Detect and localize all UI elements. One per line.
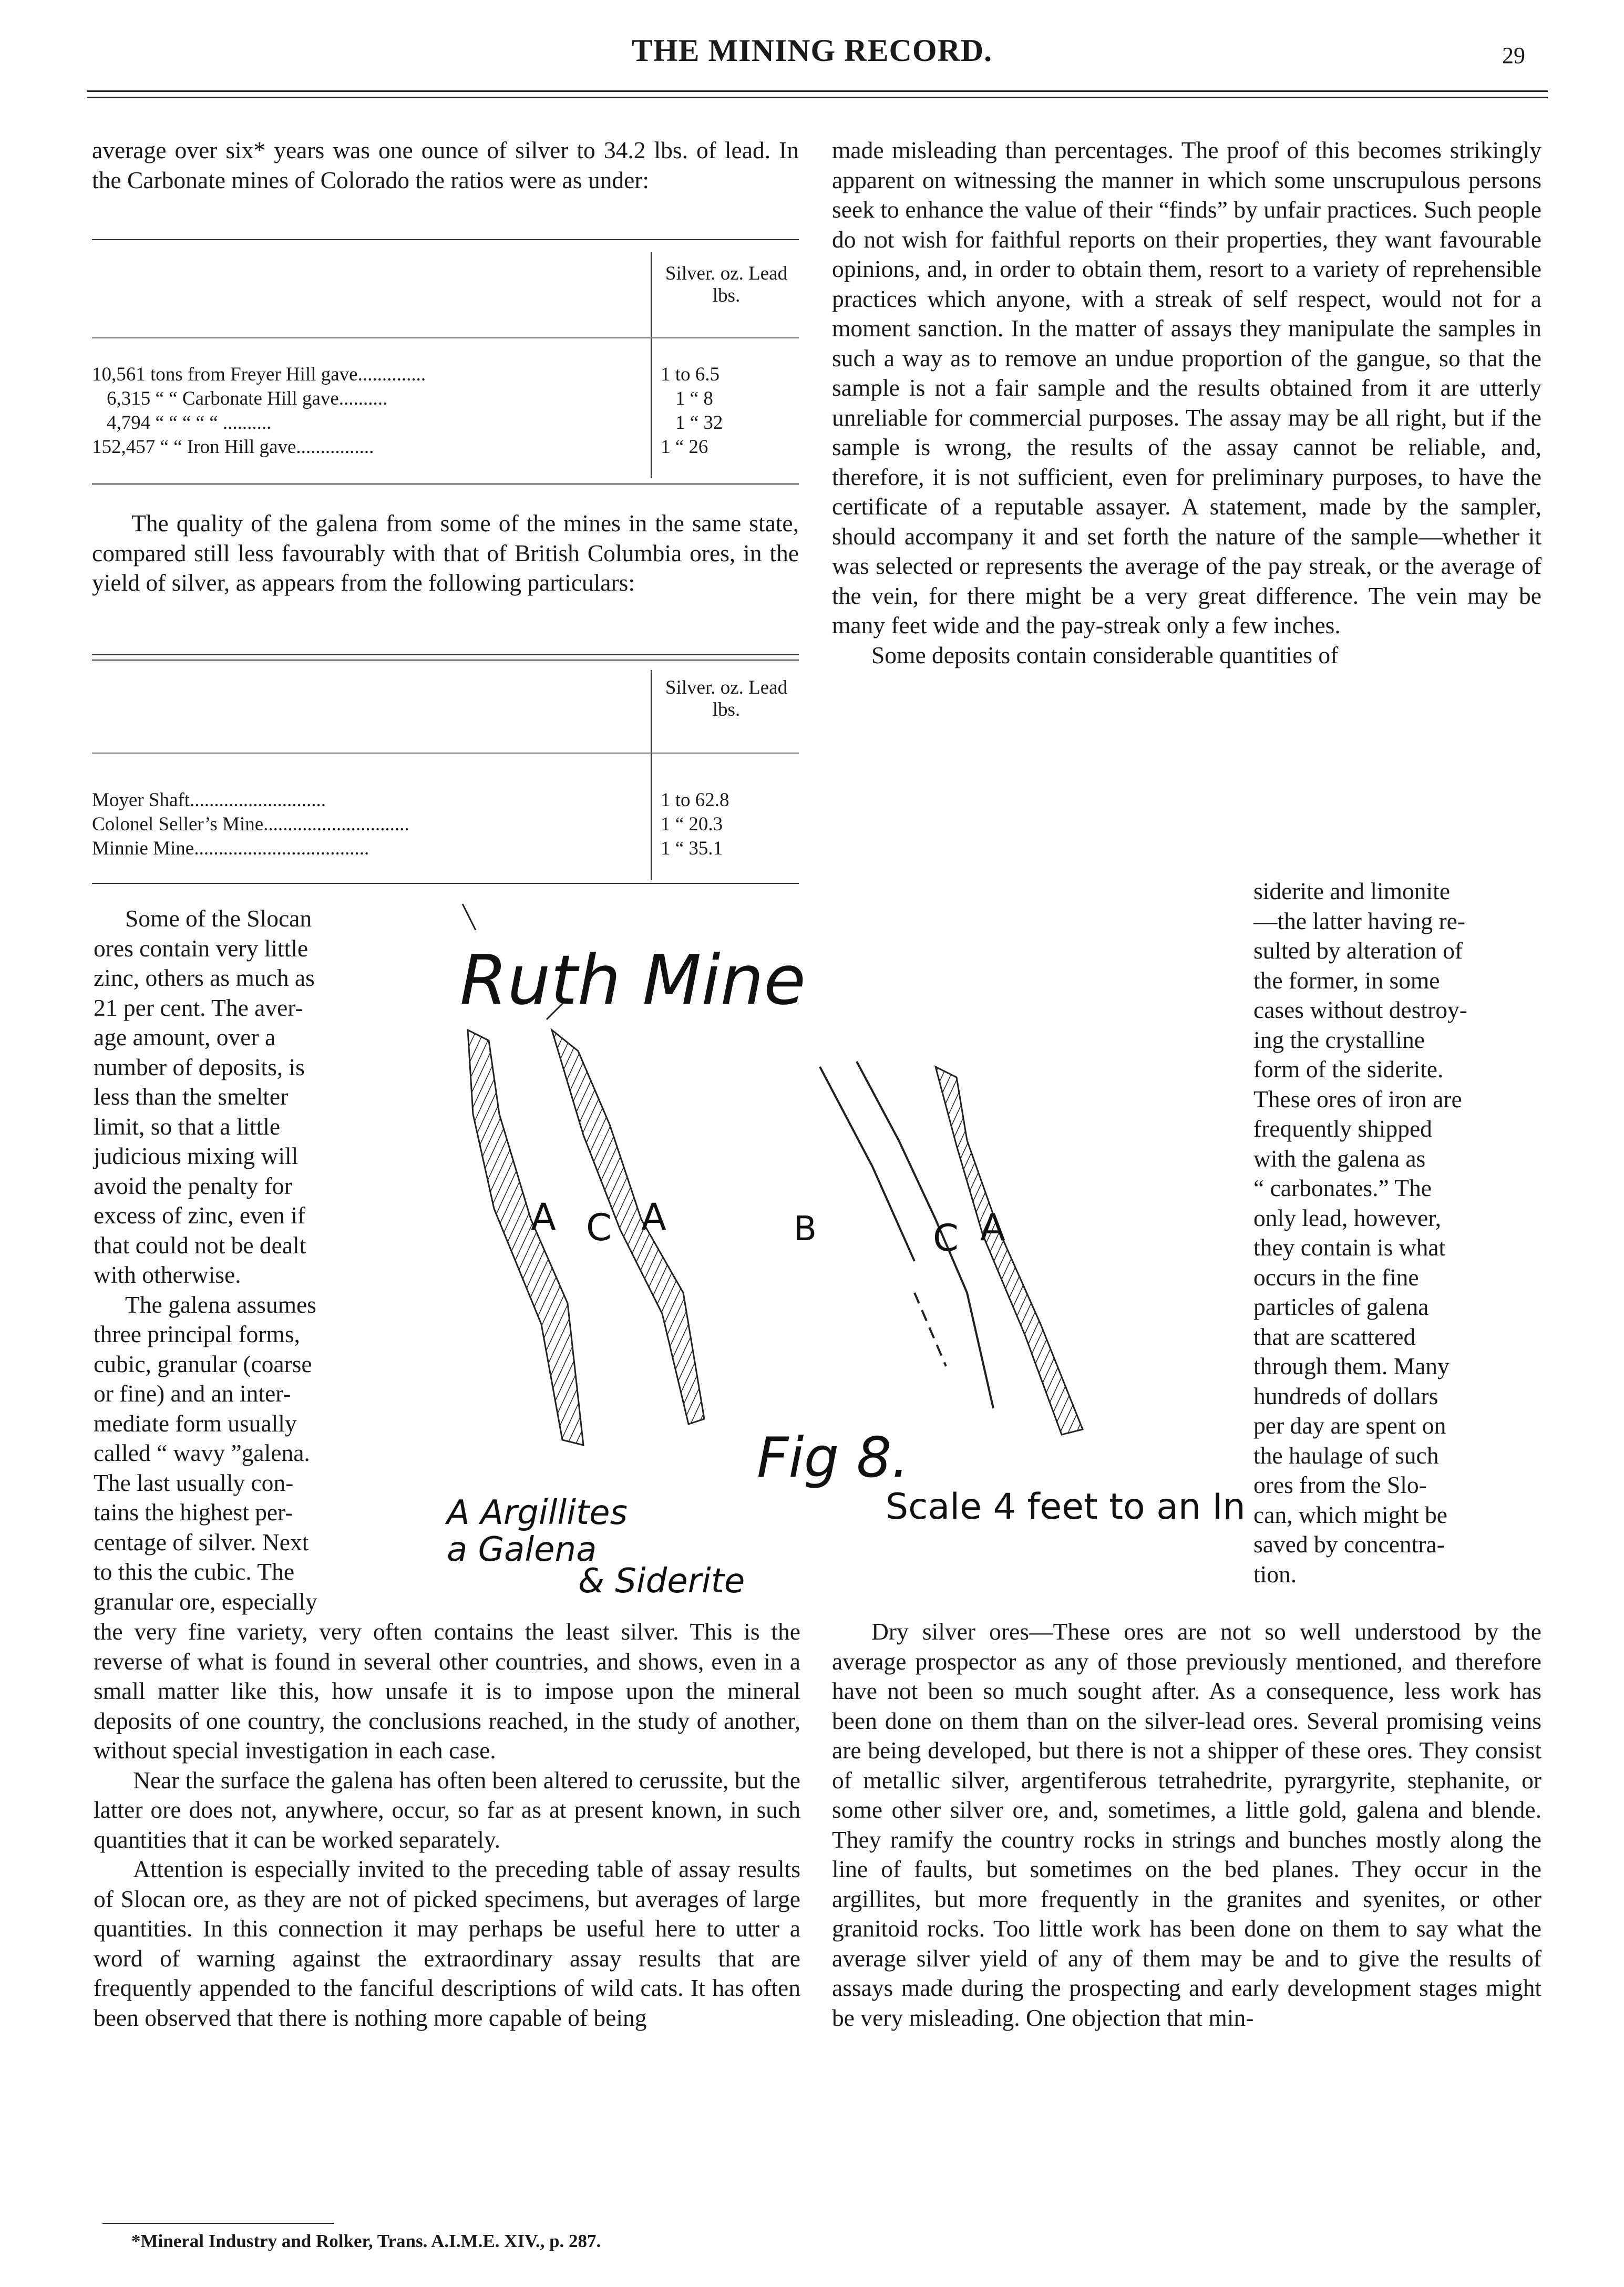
siderite-first-line: Some deposits contain considerable quantities of bbox=[871, 641, 1339, 668]
table2-header-rule bbox=[92, 753, 799, 754]
right-bottom-text bbox=[832, 1617, 1541, 2033]
legend-argillites: A Argillites bbox=[447, 1493, 628, 1532]
text-line: centage of silver. Next bbox=[94, 1528, 309, 1555]
footnote-rule bbox=[102, 2223, 334, 2224]
text-line: that are scattered bbox=[1253, 1323, 1416, 1350]
text-line: saved by concentra- bbox=[1253, 1531, 1445, 1558]
attention-paragraph: Attention is especially invited to the preceding table of assay results of Slocan ore, as they are not of picked specimens, but averages of large quantities. In this connection it may perhaps be useful here to utter a word of warning against the extraordinary assay results that are frequently appended to the fanciful descriptions of wild cats. It has often been observed that there is nothing more capable of being bbox=[94, 1856, 800, 2031]
text-line: excess of zinc, even if bbox=[94, 1202, 305, 1229]
text-line: form of the siderite. bbox=[1253, 1056, 1444, 1083]
footnote: *Mineral Industry and Rolker, Trans. A.I.M.E. XIV., p. 287. bbox=[131, 2231, 601, 2251]
table1-body bbox=[92, 363, 799, 459]
text-line: that could not be dealt bbox=[94, 1231, 306, 1259]
right-top-text bbox=[832, 136, 1541, 670]
text-line: frequently shipped bbox=[1253, 1115, 1432, 1142]
text-line: 21 per cent. The aver- bbox=[94, 994, 303, 1021]
misleading-paragraph: made misleading than percentages. The proof of this becomes strikingly apparent on witnessing the manner in which some unscrupulous persons seek to enhance the value of their “finds” by unfair practices. Such people do not wish for faithful reports on their properties, they want favourable opinions, and, in order to obtain them, resort to a variety of reprehensible practices which anyone, with a streak of self respect, would not for a moment sanction. In the matter of assays they manipulate the samples in such a way as to remove an undue proportion of the gangue, so that the sample is not a fair sample and the results obtained from it are utterly unreliable for commercial purposes. The assay may be all right, but if the sample is wrong, the results of the assay cannot be reliable, and, therefore, it is not sufficient, even for preliminary purposes, to have the certificate of a reputable assayer. A statement, made by the sampler, should accompany it and set forth the nature of the sample—whether it was selected or represents the average of the pay streak, or the average of the vein, for there might be a very great difference. The vein may be many feet wide and the pay-streak only a few inches. bbox=[832, 137, 1541, 638]
table1-bottom-rule bbox=[92, 483, 799, 485]
wall-line-left bbox=[820, 1067, 914, 1261]
text-line: mediate form usually bbox=[94, 1409, 297, 1437]
ruth-mine-sketch bbox=[410, 893, 1246, 1619]
text-line: per day are spent on bbox=[1253, 1412, 1446, 1439]
table2-header bbox=[653, 677, 800, 721]
text-line: age amount, over a bbox=[94, 1024, 276, 1050]
text-line: called “ wavy ”galena. bbox=[94, 1439, 310, 1466]
text-line: three principal forms, bbox=[94, 1321, 300, 1347]
text-line: These ores of iron are bbox=[1253, 1085, 1462, 1112]
text-line: or fine) and an inter- bbox=[94, 1380, 291, 1407]
table-row: Colonel Seller’s Mine.............................. 1 “ 20.3 bbox=[92, 813, 723, 835]
text-line: The last usually con- bbox=[94, 1469, 294, 1496]
table1-top-rule bbox=[92, 239, 799, 240]
table2-top-rule bbox=[92, 654, 799, 655]
text-line: through them. Many bbox=[1253, 1353, 1450, 1379]
text-line: hundreds of dollars bbox=[1253, 1382, 1438, 1409]
label-a: A bbox=[531, 1196, 556, 1239]
text-line: ores from the Slo- bbox=[1253, 1471, 1427, 1498]
figure-label: Fig 8. bbox=[757, 1426, 909, 1490]
left-narrow-text bbox=[94, 904, 401, 1616]
text-line: the former, in some bbox=[1253, 966, 1440, 994]
text-line: granular ore, especially bbox=[94, 1588, 317, 1615]
table2-col-lead: Lead lbs. bbox=[712, 677, 788, 720]
text-line: tains the highest per- bbox=[94, 1499, 293, 1526]
text-line: cubic, granular (coarse bbox=[94, 1350, 312, 1377]
left-intro bbox=[92, 136, 799, 195]
table-row: 10,561 tons from Freyer Hill gave.............. 1 to 6.5 bbox=[92, 364, 720, 385]
text-line: with the galena as bbox=[1253, 1145, 1426, 1172]
left-quality bbox=[92, 509, 799, 598]
text-line: with otherwise. bbox=[94, 1261, 241, 1288]
vein-hatch-left bbox=[468, 1030, 583, 1445]
table-row: 4,794 “ “ “ “ “ .......... 1 “ 32 bbox=[107, 412, 723, 434]
quality-paragraph: The quality of the galena from some of the mines in the same state, compared still less favourably with that of British Columbia ores, in the yield of silver, as appears from the following particulars: bbox=[92, 510, 799, 596]
text-line: zinc, others as much as bbox=[94, 964, 315, 991]
table-row: 152,457 “ “ Iron Hill gave................ 1 “ 26 bbox=[92, 436, 708, 458]
page-number: 29 bbox=[1502, 43, 1525, 68]
text-line: the haulage of such bbox=[1253, 1441, 1439, 1469]
cerussite-paragraph: Near the surface the galena has often been altered to cerussite, but the latter ore does not, anywhere, occur, so far as at present known, in such quantities that it can be worked separately. bbox=[94, 1766, 800, 1853]
text-line: sulted by alteration of bbox=[1253, 937, 1463, 964]
table2-top-rule-2 bbox=[92, 660, 799, 661]
sketch-mark bbox=[462, 904, 476, 930]
label-a: A bbox=[980, 1206, 1005, 1249]
scale-note: Scale 4 feet to an In bbox=[886, 1486, 1246, 1528]
text-line: cases without destroy- bbox=[1253, 996, 1467, 1023]
legend-siderite: & Siderite bbox=[578, 1562, 745, 1601]
galena-continuation: the very fine variety, very often contains the least silver. This is the reverse of what is found in several other countries, and shows, even in a small matter like this, how unsafe it is to impose upon the mineral deposits of one country, the conclusions reached, in the study of another, without special investigation in each case. bbox=[94, 1618, 800, 1764]
label-c: C bbox=[933, 1217, 959, 1260]
table2-bottom-rule bbox=[92, 883, 799, 884]
text-line: ing the crystalline bbox=[1253, 1026, 1425, 1053]
table-row: 6,315 “ “ Carbonate Hill gave.......... 1 “ 8 bbox=[107, 388, 713, 409]
intro-paragraph: average over six* years was one ounce of silver to 34.2 lbs. of lead. In the Carbonate mines of Colorado the ratios were as under: bbox=[92, 137, 799, 193]
text-line: avoid the penalty for bbox=[94, 1172, 292, 1199]
text-line: The galena assumes bbox=[125, 1291, 316, 1318]
text-line: they contain is what bbox=[1253, 1234, 1446, 1261]
text-line: siderite and limonite bbox=[1253, 878, 1451, 904]
table1-col-lead: Lead lbs. bbox=[712, 263, 788, 306]
text-line: less than the smelter bbox=[94, 1083, 289, 1110]
table-row: Minnie Mine.................................... 1 “ 35.1 bbox=[92, 838, 723, 859]
text-line: can, which might be bbox=[1253, 1501, 1447, 1528]
text-line: tion. bbox=[1253, 1560, 1297, 1588]
header-rule-bottom bbox=[87, 97, 1548, 98]
text-line: “ carbonates.” The bbox=[1253, 1175, 1432, 1201]
header-rule-top bbox=[87, 90, 1548, 92]
text-line: limit, so that a little bbox=[94, 1112, 281, 1140]
legend-galena: a Galena bbox=[447, 1530, 597, 1569]
text-line: judicious mixing will bbox=[94, 1142, 299, 1169]
label-a: A bbox=[641, 1196, 666, 1239]
wall-line-right bbox=[857, 1062, 993, 1408]
table1-col-silver: Silver. oz. bbox=[665, 263, 744, 284]
table1-header-rule bbox=[92, 337, 799, 338]
text-line: particles of galena bbox=[1253, 1293, 1429, 1320]
dry-silver-paragraph: Dry silver ores—These ores are not so well understood by the average prospector as any of those previously mentioned, and therefore have not been so much sought after. As a consequence, less work has been done on them than on the silver-lead ores. Several promising veins are being developed, but there is not a shipper of these ores. They consist of metallic silver, argentiferous tetrahedrite, pyrargyrite, stephanite, or some other silver ore, and, sometimes, a little gold, galena and blende. They ramify the country rocks in strings and bunches mostly along the line of faults, but sometimes on the bed planes. They occur in the argillites, but more frequently in the granites and syenites, or other granitoid rocks. Too little work has been done on them to say what the average silver yield of any of them may be and to give the results of assays made during the prospecting and early development stages might be very misleading. One objection that min- bbox=[832, 1618, 1541, 2031]
table2-body bbox=[92, 788, 799, 861]
sketch-title: Ruth Mine bbox=[460, 940, 806, 1020]
text-line: ores contain very little bbox=[94, 934, 309, 962]
table2-col-silver: Silver. oz. bbox=[665, 677, 744, 698]
text-line: occurs in the fine bbox=[1253, 1263, 1419, 1291]
text-line: Some of the Slocan bbox=[125, 905, 312, 932]
text-line: —the latter having re- bbox=[1253, 907, 1466, 934]
label-b: B bbox=[794, 1210, 817, 1249]
text-line: only lead, however, bbox=[1253, 1204, 1442, 1231]
page-title: THE MINING RECORD. bbox=[631, 33, 993, 68]
right-narrow-text bbox=[1253, 877, 1543, 1589]
text-line: to this the cubic. The bbox=[94, 1558, 295, 1585]
left-wide-text bbox=[94, 1617, 800, 2033]
label-c: C bbox=[586, 1206, 612, 1249]
table1-header bbox=[653, 263, 800, 307]
wall-line-dashed bbox=[914, 1293, 946, 1366]
text-line: number of deposits, is bbox=[94, 1053, 305, 1080]
table-row: Moyer Shaft............................ 1 to 62.8 bbox=[92, 789, 729, 811]
